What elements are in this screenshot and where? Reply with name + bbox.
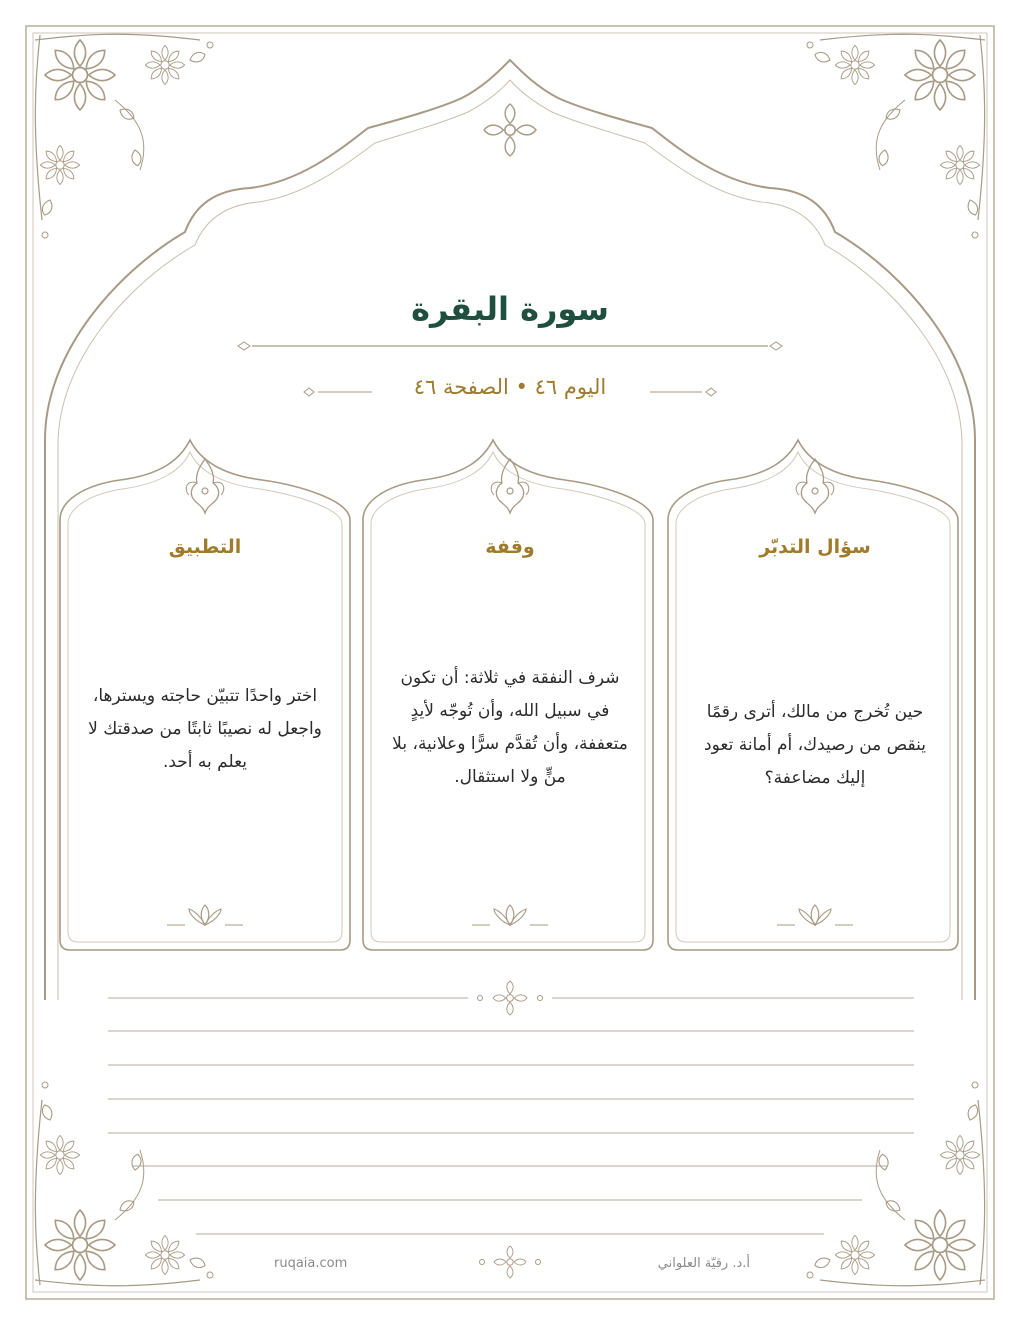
author-credit: أ.د. رقيّة العلواني	[657, 1256, 750, 1271]
card-heading-application: التطبيق	[168, 536, 242, 558]
page-title: سورة البقرة	[411, 290, 609, 328]
card-body-pause: شرف النفقة في ثلاثة: أن تكون في سبيل الله، وأن تُوجّه لأيدٍ متعففة، وأن تُقدَّم سرًّا وعلانية، بلا منٍّ ولا استثقال.	[392, 668, 628, 787]
website-link[interactable]: ruqaia.com	[274, 1256, 348, 1271]
card-body-application: اختر واحدًا تتبيّن حاجته ويسترها، واجعل له نصيبًا ثابتًا من صدقتك لا يعلم به أحد.	[88, 686, 322, 772]
card-heading-reflection-question: سؤال التدبّر	[759, 536, 871, 558]
card-body-reflection-question: حين تُخرج من مالك، أترى رقمًا ينقص من رصيدك، أم أمانة تعود إليك مضاعفة؟	[704, 702, 926, 788]
card-heading-pause: وقفة	[485, 536, 535, 558]
day-page-subtitle: اليوم ٤٦ • الصفحة ٤٦	[413, 375, 607, 399]
